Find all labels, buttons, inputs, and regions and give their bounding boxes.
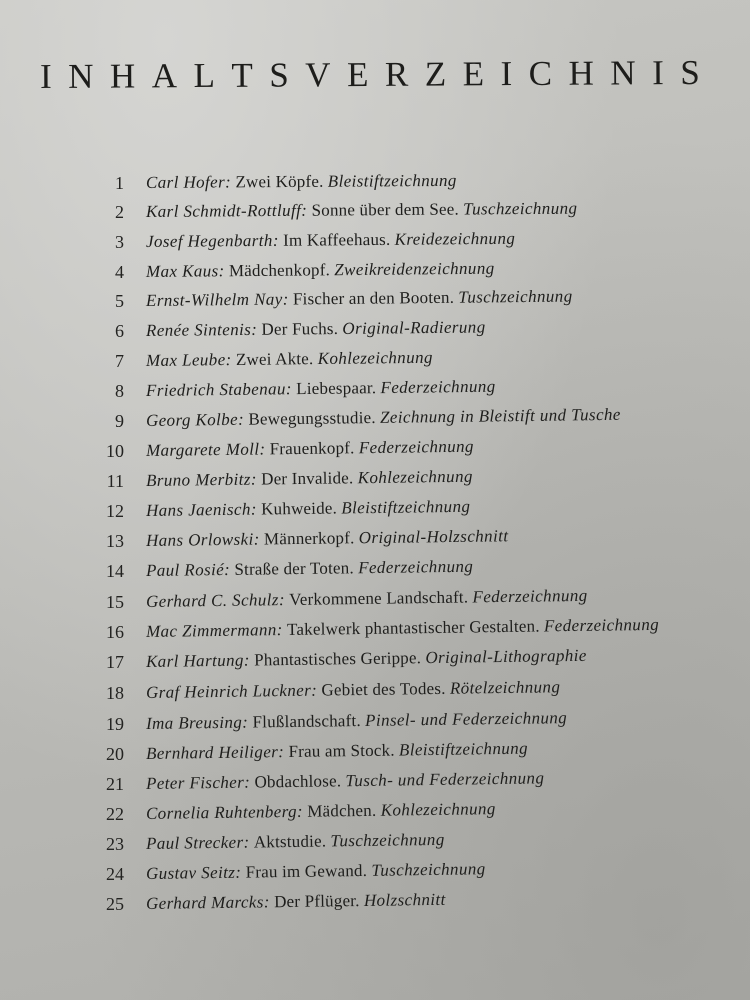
toc-entry xyxy=(0,258,750,286)
entry-text xyxy=(146,493,471,525)
entry-number: 20 xyxy=(106,744,124,764)
entry-technique: Original-Lithographie xyxy=(425,645,587,668)
entry-title: Flußlandschaft. xyxy=(252,711,361,732)
entry-number: 9 xyxy=(115,411,124,431)
toc-entry xyxy=(0,645,750,676)
entry-title: Fischer an den Booten. xyxy=(292,287,455,309)
entry-artist: Gustav Seitz: xyxy=(145,862,242,883)
toc-entry xyxy=(0,614,750,646)
entry-artist: Renée Sintenis: xyxy=(145,319,258,340)
title-letter: S xyxy=(269,55,289,95)
entry-artist: Josef Hegenbarth: xyxy=(145,230,279,251)
toc-entry xyxy=(0,497,750,525)
entry-title: Zwei Akte. xyxy=(235,349,314,369)
title-letter: E xyxy=(346,54,369,95)
entry-text xyxy=(146,855,486,888)
entry-artist: Peter Fischer: xyxy=(145,772,251,793)
toc-entry xyxy=(0,377,750,405)
entry-text xyxy=(146,283,573,315)
entry-title: Gebiet des Todes. xyxy=(321,678,446,700)
entry-title: Männerkopf. xyxy=(263,528,355,549)
title-letter: I xyxy=(652,53,664,93)
title-letter: L xyxy=(193,55,216,96)
entry-number: 7 xyxy=(115,351,124,371)
entry-artist: Ernst-Wilhelm Nay: xyxy=(145,289,289,310)
entry-artist: Friedrich Stabenau: xyxy=(145,379,293,400)
entry-technique: Federzeichnung xyxy=(472,585,588,607)
entry-title: Frau am Stock. xyxy=(288,740,395,762)
entry-text xyxy=(146,553,474,585)
entry-technique: Tuschzeichnung xyxy=(330,829,445,851)
toc-entry xyxy=(0,404,750,435)
entry-text xyxy=(146,225,515,256)
entry-title: Liebespaar. xyxy=(296,378,377,399)
entry-text xyxy=(146,673,561,707)
entry-technique: Kohlezeichnung xyxy=(380,799,496,820)
title-letter: E xyxy=(462,54,485,94)
entry-number: 13 xyxy=(106,531,124,551)
entry-text xyxy=(146,582,588,616)
entry-text xyxy=(146,433,474,465)
title-letter: T xyxy=(231,55,253,95)
toc-entry xyxy=(0,228,750,256)
toc-entry xyxy=(0,347,750,375)
entry-text xyxy=(146,344,433,375)
toc-entry xyxy=(0,710,750,738)
entry-technique: Federzeichnung xyxy=(543,614,660,636)
entry-technique: Zeichnung in Bleistift und Tusche xyxy=(379,404,621,427)
entry-artist: Margarete Moll: xyxy=(145,439,266,460)
entry-technique: Kreidezeichnung xyxy=(394,228,516,249)
entry-text xyxy=(146,735,528,768)
toc-entry xyxy=(0,830,750,858)
title-letter: Z xyxy=(424,54,447,94)
entry-technique: Federzeichnung xyxy=(358,436,475,458)
toc-entry xyxy=(0,467,750,495)
entry-number: 19 xyxy=(106,714,124,734)
title-letter: I xyxy=(39,56,52,96)
entry-title: Im Kaffeehaus. xyxy=(283,229,391,250)
title-letter: S xyxy=(680,52,700,93)
entry-technique: Rötelzeichnung xyxy=(449,677,561,698)
entry-number: 6 xyxy=(115,321,124,341)
title-letter: V xyxy=(305,55,331,95)
entry-title: Frauenkopf. xyxy=(269,438,355,459)
entry-technique: Federzeichnung xyxy=(380,376,496,398)
entry-number: 10 xyxy=(106,441,124,461)
entry-text xyxy=(146,642,587,676)
toc-entry xyxy=(0,169,750,197)
entry-text xyxy=(146,463,473,495)
entry-technique: Tuschzeichnung xyxy=(463,198,578,219)
entry-number: 15 xyxy=(106,592,124,612)
entry-technique: Original-Holzschnitt xyxy=(358,526,509,548)
entry-technique: Tuschzeichnung xyxy=(371,859,486,880)
entry-technique: Tusch- und Federzeichnung xyxy=(345,768,545,791)
toc-entry xyxy=(0,287,750,315)
entry-artist: Max Leube: xyxy=(145,350,232,370)
entry-artist: Mac Zimmermann: xyxy=(145,620,283,641)
entry-title: Aktstudie. xyxy=(253,831,327,852)
toc-entry xyxy=(0,740,750,768)
entry-technique: Zweikreidenzeichnung xyxy=(334,258,495,280)
entry-number: 22 xyxy=(106,804,124,824)
title-letter: H xyxy=(568,53,594,93)
entry-technique: Original-Radierung xyxy=(342,317,486,338)
entry-number: 5 xyxy=(115,291,124,311)
title-letter: C xyxy=(528,53,553,94)
entry-text xyxy=(146,522,509,555)
entry-artist: Cornelia Ruhtenberg: xyxy=(145,801,304,823)
entry-text xyxy=(146,704,568,738)
entry-text xyxy=(146,611,659,646)
entry-technique: Kohlezeichnung xyxy=(317,347,433,369)
entry-title: Der Fuchs. xyxy=(261,318,339,339)
entry-technique: Bleistiftzeichnung xyxy=(327,170,457,191)
entry-title: Bewegungsstudie. xyxy=(248,407,376,429)
toc-entry xyxy=(0,770,750,798)
entry-artist: Paul Strecker: xyxy=(145,832,250,853)
entry-title: Sonne über dem See. xyxy=(311,199,459,220)
toc-entry xyxy=(0,890,750,918)
entry-text xyxy=(146,313,486,345)
entry-artist: Ima Breusing: xyxy=(145,712,249,733)
entry-title: Zwei Köpfe. xyxy=(235,171,324,192)
toc-entry xyxy=(0,860,750,888)
entry-title: Takelwerk phantastischer Gestalten. xyxy=(286,616,540,640)
entry-title: Kuhweide. xyxy=(260,498,338,519)
entry-technique: Bleistiftzeichnung xyxy=(341,496,471,518)
title-letter: I xyxy=(500,54,513,94)
entry-text xyxy=(146,195,578,226)
entry-title: Mädchen. xyxy=(307,800,377,821)
entry-artist: Gerhard Marcks: xyxy=(145,892,271,913)
entry-number: 14 xyxy=(106,561,124,581)
entry-text xyxy=(146,373,496,405)
entry-artist: Georg Kolbe: xyxy=(145,409,245,430)
entry-artist: Gerhard C. Schulz: xyxy=(145,590,286,611)
toc-entry xyxy=(0,527,750,555)
title-letter: N xyxy=(610,53,636,93)
entry-number: 1 xyxy=(115,173,124,193)
entry-technique: Pinsel- und Federzeichnung xyxy=(364,708,568,730)
toc-entry xyxy=(0,557,750,585)
entry-number: 16 xyxy=(106,622,124,642)
entry-number: 24 xyxy=(106,864,124,884)
entry-text xyxy=(146,826,445,858)
entry-artist: Bruno Merbitz: xyxy=(145,469,258,490)
entry-artist: Carl Hofer: xyxy=(145,172,232,192)
entry-artist: Graf Heinrich Luckner: xyxy=(145,680,318,702)
entry-title: Der Pflüger. xyxy=(273,891,360,912)
entry-title: Der Invalide. xyxy=(261,468,354,489)
entry-title: Verkommene Landschaft. xyxy=(289,587,469,609)
entry-number: 21 xyxy=(106,774,124,794)
entry-number: 4 xyxy=(115,262,124,282)
entry-technique: Federzeichnung xyxy=(357,556,474,578)
entry-title: Frau im Gewand. xyxy=(245,860,368,882)
entry-artist: Paul Rosié: xyxy=(145,559,231,580)
title-letter: N xyxy=(68,56,94,96)
entry-title: Phantastisches Gerippe. xyxy=(254,648,422,670)
entry-title: Straße der Toten. xyxy=(234,558,354,579)
entry-technique: Tuschzeichnung xyxy=(458,286,573,307)
entry-text xyxy=(146,255,495,286)
entry-technique: Holzschnitt xyxy=(363,889,446,910)
entry-artist: Hans Jaenisch: xyxy=(145,499,257,520)
entry-technique: Bleistiftzeichnung xyxy=(398,738,529,760)
toc-entry xyxy=(0,198,750,226)
entry-text xyxy=(146,401,621,435)
entry-text xyxy=(146,886,446,918)
toc-entry xyxy=(0,800,750,828)
toc-entry xyxy=(0,679,750,707)
entry-artist: Karl Schmidt-Rottluff: xyxy=(145,200,308,221)
entry-number: 8 xyxy=(115,381,124,401)
entry-text xyxy=(146,795,496,828)
entry-number: 18 xyxy=(106,683,124,703)
entry-number: 25 xyxy=(106,894,124,914)
entry-number: 2 xyxy=(115,202,124,222)
entry-number: 23 xyxy=(106,834,124,854)
entry-text xyxy=(146,167,457,197)
entry-artist: Bernhard Heiliger: xyxy=(145,742,285,763)
toc-entry xyxy=(0,317,750,345)
entry-artist: Max Kaus: xyxy=(145,261,225,281)
entry-technique: Kohlezeichnung xyxy=(357,466,473,488)
entry-number: 17 xyxy=(106,652,124,672)
entry-number: 11 xyxy=(106,471,124,491)
title-letter: H xyxy=(109,56,136,96)
entry-text xyxy=(146,764,545,798)
entry-number: 12 xyxy=(106,501,124,521)
entry-artist: Hans Orlowski: xyxy=(145,529,260,550)
entry-title: Mädchenkopf. xyxy=(228,260,331,281)
entry-number: 3 xyxy=(115,232,124,252)
title-letter: R xyxy=(384,54,409,94)
entry-title: Obdachlose. xyxy=(254,771,342,792)
title-letter: A xyxy=(151,56,178,96)
toc-entry xyxy=(0,437,750,465)
entry-artist: Karl Hartung: xyxy=(145,650,251,671)
